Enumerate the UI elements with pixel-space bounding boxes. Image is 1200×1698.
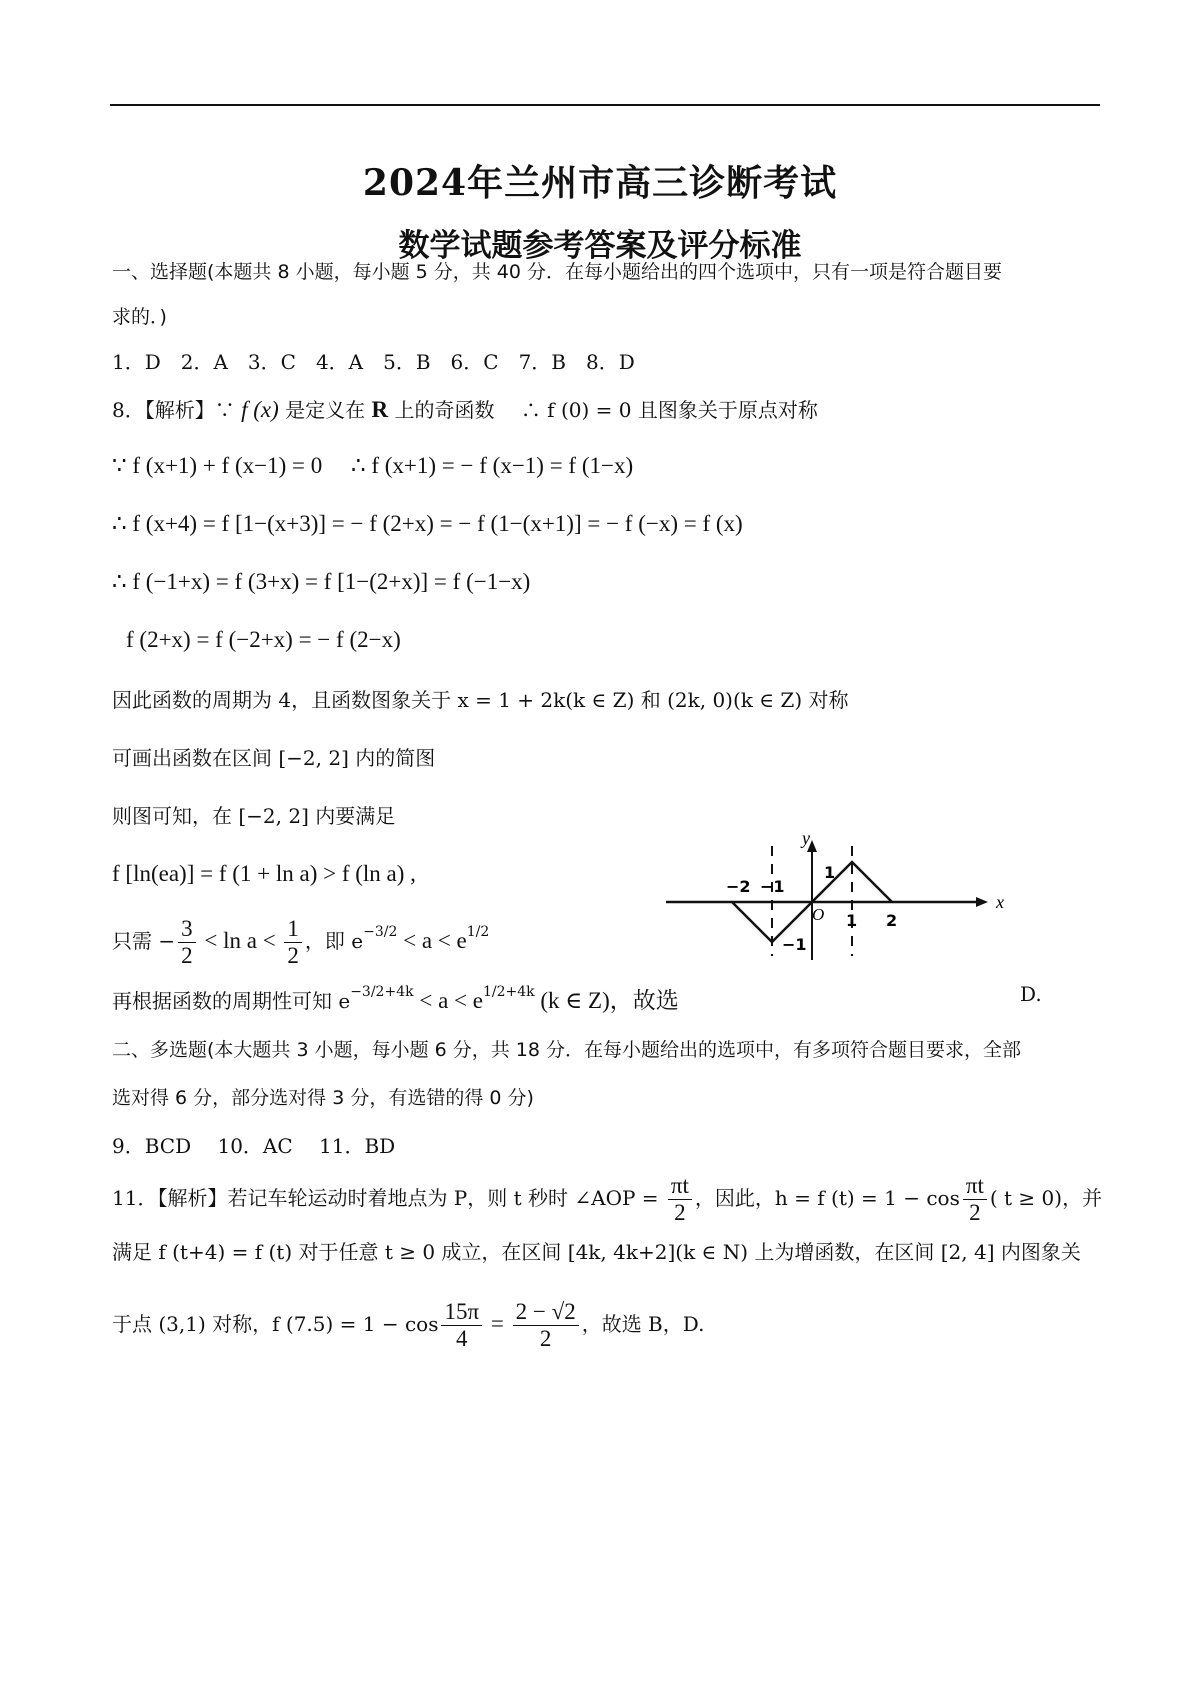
- q8-line11: [112, 978, 679, 1015]
- q8-intro-fx: f (x): [241, 397, 279, 422]
- tick-label-yneg1: −1: [782, 935, 807, 954]
- q8-line2: ∵ f (x+1) + f (x−1) = 0 ∴ f (x+1) = − f (x−1) = f (1−x): [112, 453, 634, 478]
- q11-line3: 于点 (3,1) 对称，f (7.5) = 1 − cos $\frac{15\pi}{4}$ = $\frac{2 - √2}{2}$ ，故选 B，D.: [112, 1299, 705, 1351]
- fraction-pit-over-2: $\frac{\pi t}{2}$: [668, 1173, 692, 1226]
- top-rule: [110, 104, 1100, 106]
- page-subtitle: 数学试题参考答案及评分标准: [398, 228, 802, 264]
- q8-line6: 因此函数的周期为 4，且函数图象关于 x = 1 + 2k(k ∈ Z) 和 (2k, 0)(k ∈ Z) 对称: [112, 688, 849, 712]
- q8-intro-mid: 是定义在: [278, 398, 372, 422]
- q8-intro-R: R: [371, 397, 389, 422]
- page-title: 2024年兰州市高三诊断考试: [362, 162, 838, 204]
- tick-label-2: 2: [886, 911, 898, 930]
- exponent-b: 1/2+4k: [482, 984, 535, 1000]
- q11-line1-prefix: 11．【解析】若记车轮运动时着地点为 P，则 t 秒时 ∠AOP =: [112, 1186, 665, 1210]
- section2-heading-line2: 选对得 6 分，部分选对得 3 分，有选错的得 0 分): [112, 1087, 534, 1109]
- section2-answers: 9．BCD 10．AC 11．BD: [112, 1134, 396, 1158]
- section2-heading-line1: 二、多选题(本大题共 3 小题，每小题 6 分，共 18 分．在每小题给出的选项中，有多项符合题目要求，全部: [112, 1039, 1022, 1061]
- tick-label-1: 1: [846, 911, 858, 930]
- x-axis-arrow: [976, 897, 988, 907]
- q8-intro: [112, 396, 818, 424]
- q8-line4: ∴ f (−1+x) = f (3+x) = f [1−(2+x)] = f (−1−x): [112, 569, 531, 594]
- q11-line3-end: ，故选 B，D.: [581, 1312, 705, 1336]
- y-label: y: [802, 832, 810, 848]
- section1-heading-line2: 求的．): [112, 306, 167, 328]
- q11-line1: [112, 1170, 1102, 1226]
- q11-line3-prefix: 于点 (3,1) 对称，f (7.5) = 1 − cos: [112, 1312, 439, 1336]
- function-sketch: [660, 832, 1020, 962]
- q11-line1-end: ( t ≥ 0)，并: [989, 1186, 1103, 1210]
- q8-line10-prefix: 只需 −: [112, 929, 176, 953]
- q8-line5: f (2+x) = f (−2+x) = − f (2−x): [126, 627, 401, 652]
- section1-answers: 1．D 2．A 3．C 4．A 5．B 6．C 7．B 8．D: [112, 350, 635, 374]
- q11-line1-mid: ，因此，h = f (t) = 1 − cos: [694, 1186, 960, 1210]
- q8-line9: f [ln(ea)] = f (1 + ln a) > f (ln a) ,: [112, 861, 416, 886]
- q8-line7: 可画出函数在区间 [−2, 2] 内的简图: [112, 746, 436, 770]
- tick-label-neg1: −1: [760, 877, 785, 896]
- fraction-3-over-2: $\frac{3}{2}$: [178, 916, 196, 969]
- tick-label-neg2: −2: [726, 877, 751, 896]
- section1-heading-line1: 一、选择题(本题共 8 小题，每小题 5 分，共 40 分．在每小题给出的四个选项中，只有一项是符合题目要: [112, 261, 1003, 283]
- q8-line10: [112, 904, 489, 969]
- q8-answer: D.: [1020, 982, 1042, 1006]
- fraction-15pi-over-4: $\frac{15\pi}{4}$: [441, 1299, 482, 1352]
- exponent-a: −3/2+4k: [350, 984, 414, 1000]
- q8-line10-lt: < a < e: [397, 928, 467, 953]
- fraction-1-over-2: $\frac{1}{2}$: [284, 916, 302, 969]
- origin-label: O: [812, 905, 825, 924]
- q8-intro-rest: 上的奇函数 ∴ f (0) = 0 且图象关于原点对称: [388, 398, 818, 422]
- exponent-1-2: 1/2: [466, 924, 490, 940]
- fraction-2-minus-root2-over-2: $\frac{2 - √2}{2}$: [513, 1299, 579, 1352]
- q8-line11-prefix: 再根据函数的周期性可知 e: [112, 989, 351, 1013]
- exponent-neg-3-2: −3/2: [363, 924, 398, 940]
- q8-line11-mid: < a < e: [413, 988, 483, 1013]
- q11-line2: 满足 f (t+4) = f (t) 对于任意 t ≥ 0 成立，在区间 [4k, 4k+2](k ∈ N) 上为增函数，在区间 [2, 4] 内图象关: [112, 1240, 1081, 1264]
- q8-line8: 则图可知，在 [−2, 2] 内要满足: [112, 804, 396, 828]
- fraction-pit-over-2-b: $\frac{\pi t}{2}$: [963, 1173, 987, 1226]
- q8-line10-then: ，即 e: [304, 929, 364, 953]
- x-label: x: [996, 892, 1004, 912]
- q8-line11-end: (k ∈ Z)，故选: [534, 988, 679, 1013]
- q8-line10-mid: < ln a <: [198, 928, 282, 953]
- q8-intro-prefix: 8．【解析】∵: [112, 398, 242, 422]
- q8-line3: ∴ f (x+4) = f [1−(x+3)] = − f (2+x) = − f (1−(x+1)] = − f (−x) = f (x): [112, 511, 743, 536]
- tick-label-y1: 1: [824, 863, 836, 882]
